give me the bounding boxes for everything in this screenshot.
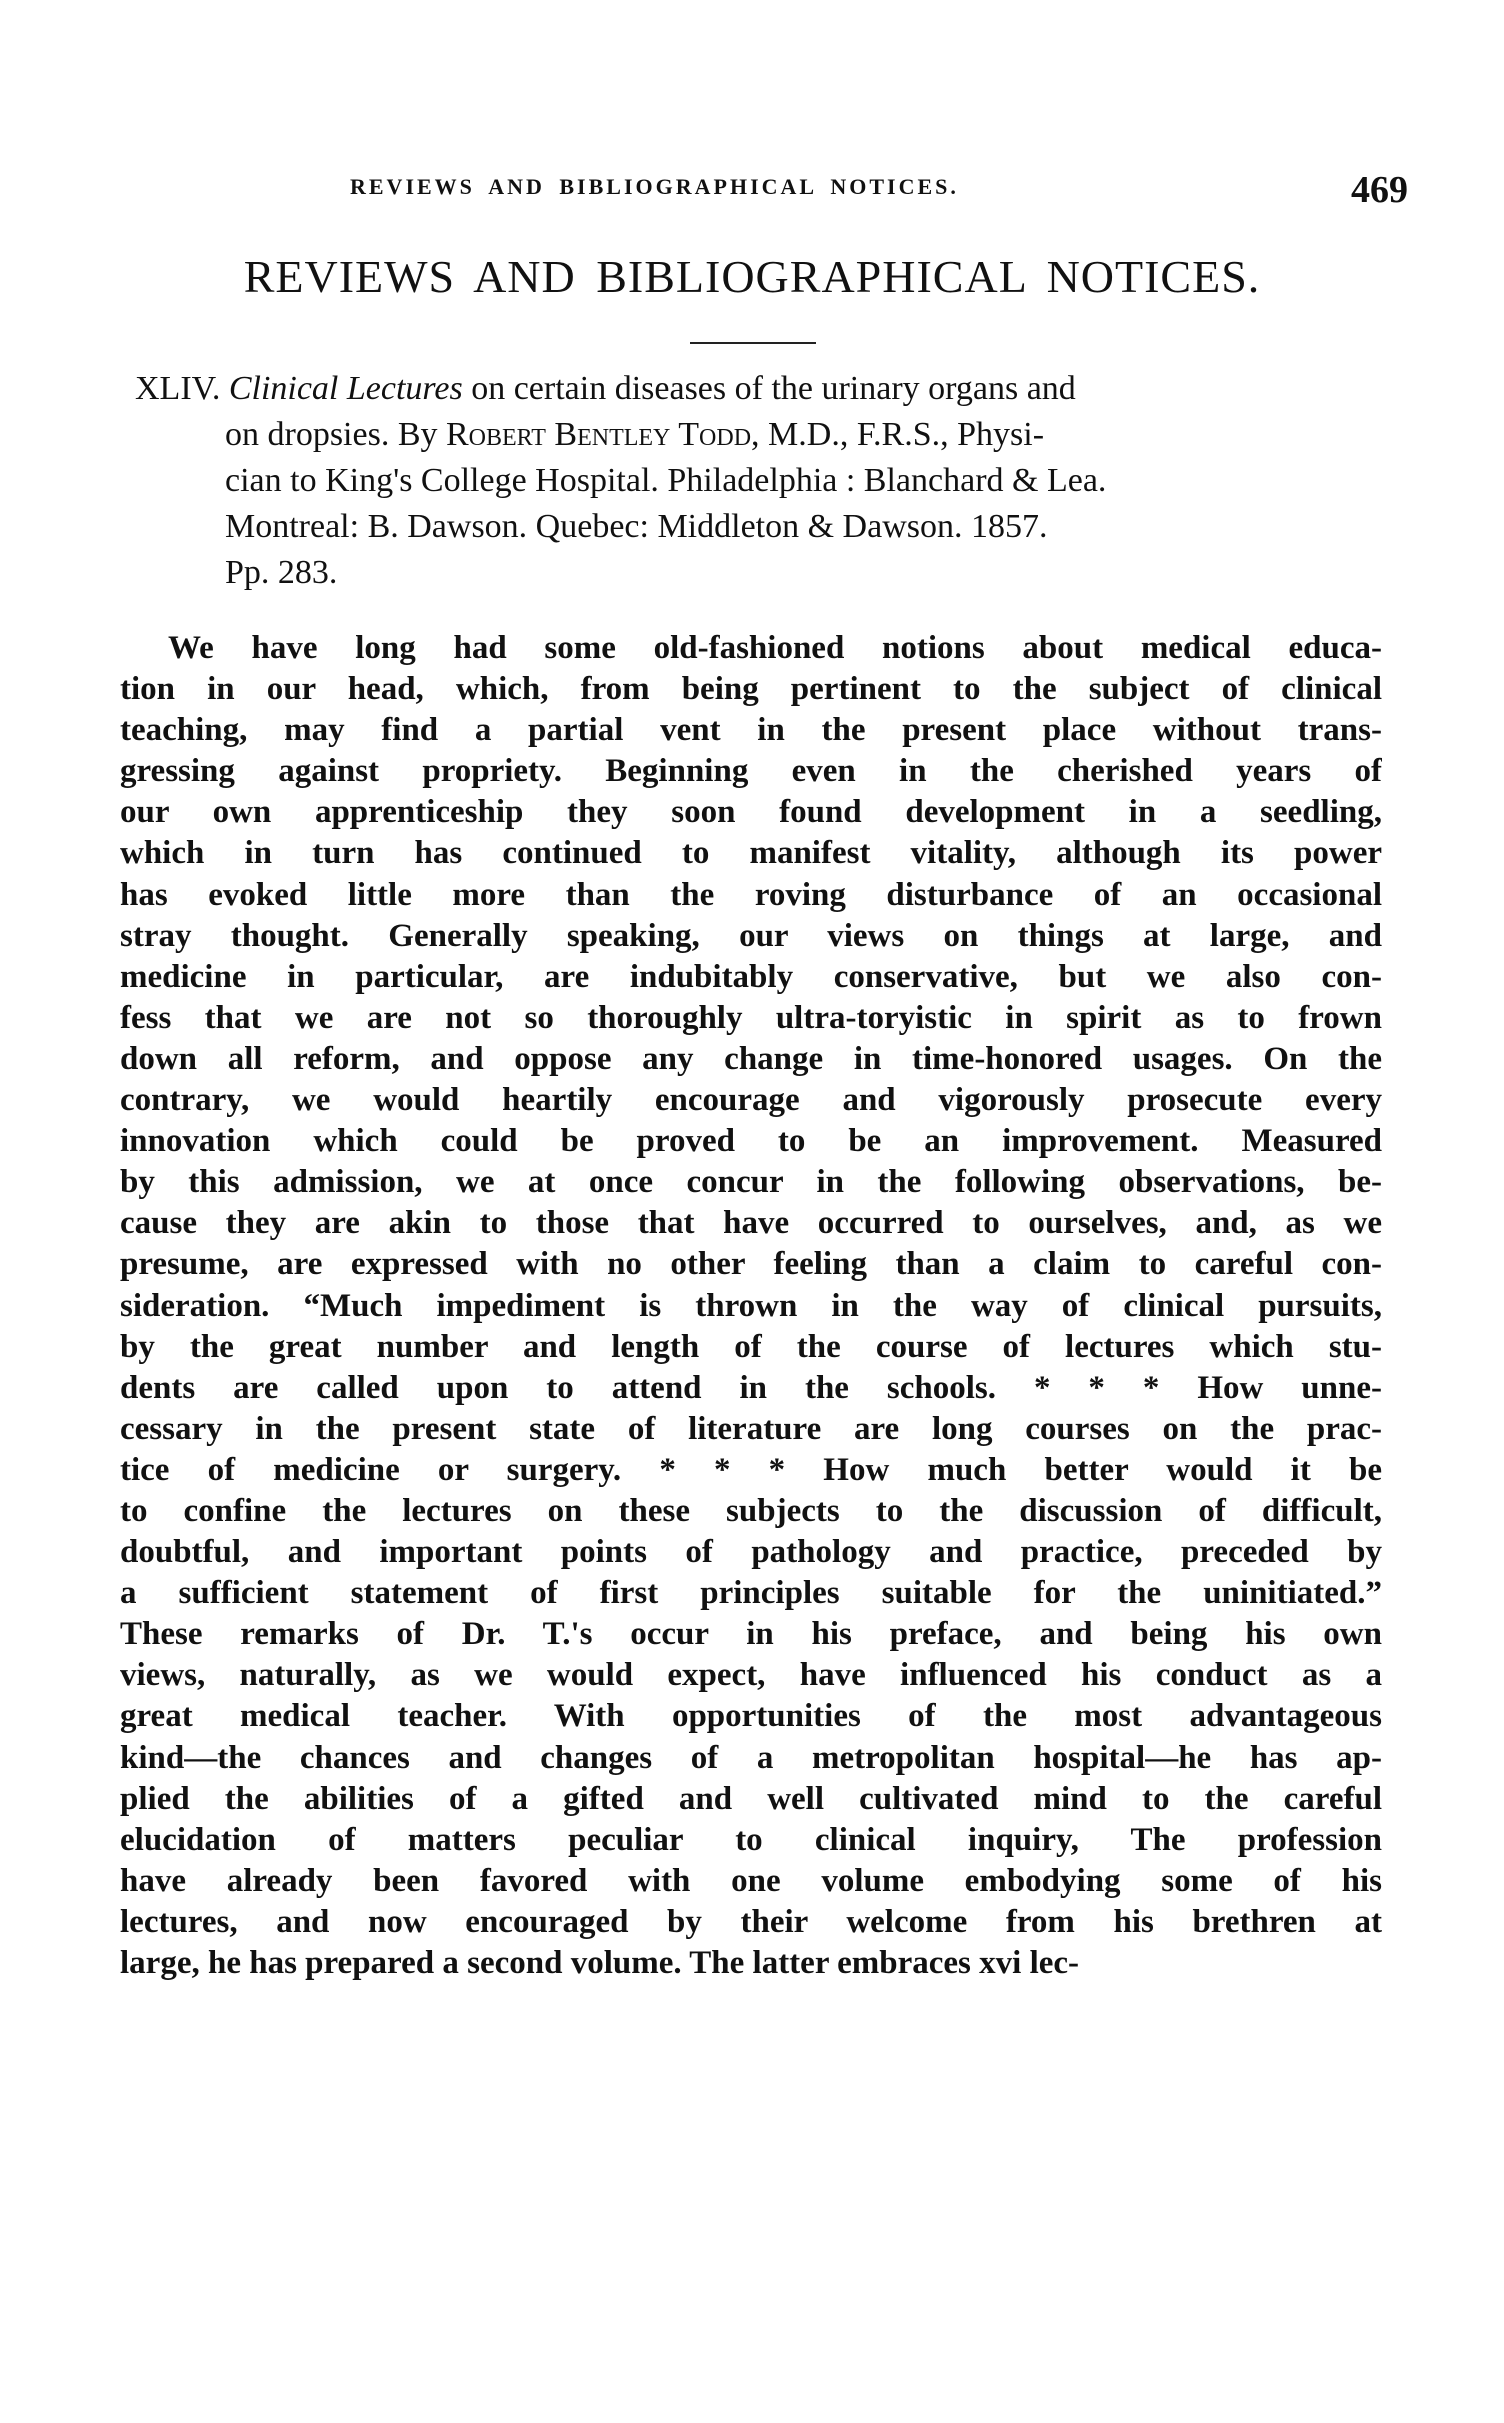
review-entry-citation	[135, 366, 1375, 596]
body-line: elucidation of matters peculiar to clinical inquiry, The profession	[120, 1821, 1382, 1858]
body-line: down all reform, and oppose any change in time-honored usages. On the	[120, 1040, 1382, 1077]
body-line: doubtful, and important points of pathology and practice, preceded by	[120, 1534, 1382, 1571]
entry-subject-continued: on dropsies. By	[225, 416, 438, 453]
body-line: has evoked little more than the roving disturbance of an occasional	[120, 876, 1382, 913]
entry-number: XLIV.	[135, 370, 221, 407]
body-line: lectures, and now encouraged by their welcome from his brethren at	[120, 1903, 1382, 1940]
body-line: by the great number and length of the course of lectures which stu-	[120, 1328, 1382, 1365]
body-line: our own apprenticeship they soon found development in a seedling,	[120, 794, 1382, 831]
body-line: by this admission, we at once concur in the following observations, be-	[120, 1164, 1382, 1201]
citation-line-4	[135, 504, 1375, 550]
body-line: which in turn has continued to manifest vitality, although its power	[120, 835, 1382, 872]
section-title: REVIEWS AND BIBLIOGRAPHICAL NOTICES.	[243, 251, 1261, 302]
body-line: large, he has prepared a second volume. The latter embraces xvi lec-	[120, 1945, 1080, 1981]
body-line: views, naturally, as we would expect, have influenced his conduct as a	[120, 1657, 1382, 1694]
entry-subject: on certain diseases of the urinary organs and	[471, 370, 1076, 407]
body-line: gressing against propriety. Beginning even in the cherished years of	[120, 753, 1382, 790]
body-line: presume, are expressed with no other feeling than a claim to careful con-	[120, 1246, 1382, 1283]
body-line: fess that we are not so thoroughly ultra-toryistic in spirit as to frown	[120, 999, 1382, 1036]
author-affiliation: cian to King's College Hospital. Philadelphia : Blanchard & Lea.	[225, 462, 1107, 499]
body-line: sideration. “Much impediment is thrown in the way of clinical pursuits,	[120, 1287, 1382, 1324]
publication-places: Montreal: B. Dawson. Quebec: Middleton & Dawson. 1857.	[225, 508, 1048, 545]
author-name: Robert Bentley Todd	[446, 416, 752, 453]
body-line: great medical teacher. With opportunities of the most advantageous	[120, 1698, 1382, 1735]
body-line: These remarks of Dr. T.'s occur in his preface, and being his own	[120, 1616, 1382, 1653]
body-line: innovation which could be proved to be an improvement. Measured	[120, 1123, 1382, 1160]
body-line: cessary in the present state of literature are long courses on the prac-	[120, 1410, 1382, 1447]
body-line: teaching, may find a partial vent in the present place without trans-	[120, 712, 1382, 749]
citation-line-1	[135, 366, 1375, 412]
body-line: to confine the lectures on these subjects to the discussion of difficult,	[120, 1492, 1382, 1529]
citation-line-2	[135, 412, 1375, 458]
running-head	[0, 168, 1504, 212]
page-number: 469	[1351, 169, 1408, 211]
citation-line-3	[135, 458, 1375, 504]
citation-line-5	[135, 550, 1375, 596]
title-divider	[690, 342, 816, 344]
body-line: dents are called upon to attend in the schools. * * * How unne-	[120, 1369, 1382, 1406]
body-line: stray thought. Generally speaking, our views on things at large, and	[120, 917, 1382, 954]
body-line: tion in our head, which, from being pertinent to the subject of clinical	[120, 671, 1382, 708]
body-line: We have long had some old-fashioned notions about medical educa-	[168, 630, 1382, 666]
body-line: cause they are akin to those that have occurred to ourselves, and, as we	[120, 1205, 1382, 1242]
author-credentials: , M.D., F.R.S., Physi-	[751, 416, 1045, 453]
body-line: contrary, we would heartily encourage and vigorously prosecute every	[120, 1082, 1382, 1119]
running-title: REVIEWS AND BIBLIOGRAPHICAL NOTICES.	[350, 174, 959, 199]
page-count: Pp. 283.	[225, 554, 338, 591]
body-line: kind—the chances and changes of a metropolitan hospital—he has ap-	[120, 1739, 1382, 1776]
entry-title: Clinical Lectures	[228, 370, 463, 407]
body-line: medicine in particular, are indubitably conservative, but we also con-	[120, 958, 1382, 995]
review-body	[120, 628, 1382, 1984]
body-line: plied the abilities of a gifted and well cultivated mind to the careful	[120, 1780, 1382, 1817]
body-line: have already been favored with one volume embodying some of his	[120, 1862, 1382, 1899]
body-line: tice of medicine or surgery. * * * How much better would it be	[120, 1451, 1382, 1488]
body-line: a sufficient statement of first principles suitable for the uninitiated.”	[120, 1575, 1382, 1612]
